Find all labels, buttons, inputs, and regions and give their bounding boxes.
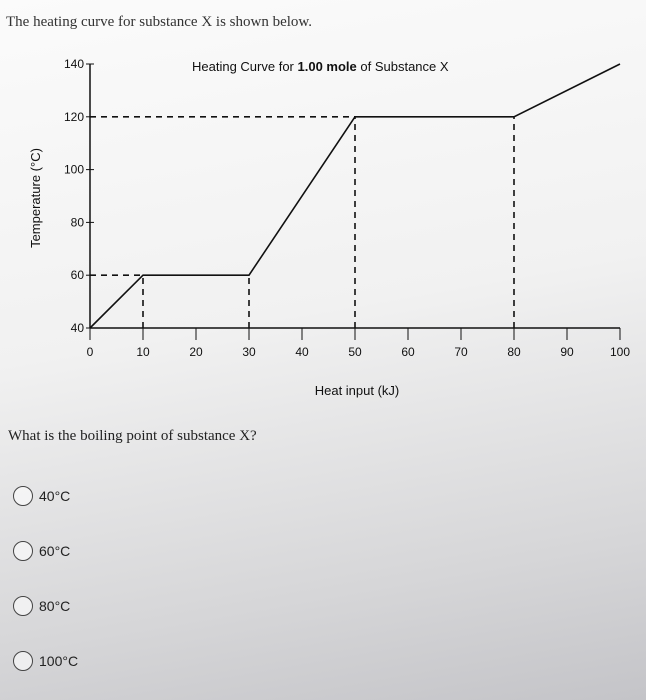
x-tick-label: 20	[189, 345, 203, 359]
radio-80c[interactable]	[13, 596, 33, 616]
y-tick-label: 140	[63, 57, 84, 71]
x-tick-label: 10	[136, 345, 150, 359]
y-tick-label: 80	[70, 215, 84, 230]
x-tick-label: 30	[242, 345, 256, 359]
question-text: What is the boiling point of substance X?	[8, 428, 257, 444]
x-tick-label: 70	[454, 345, 468, 359]
radio-40c[interactable]	[13, 486, 33, 506]
y-tick-label: 40	[70, 321, 84, 335]
y-tick-label: 120	[63, 109, 84, 124]
y-tick-label: 60	[70, 268, 84, 283]
option-60c-label: 60°C	[39, 543, 71, 559]
dashed-guides	[90, 117, 514, 328]
x-tick-label: 0	[86, 345, 94, 359]
x-tick-label: 40	[295, 345, 309, 359]
option-40c[interactable]	[13, 486, 70, 506]
chart-title-bold: 1.00 mole	[297, 59, 357, 74]
x-tick-label: 50	[348, 345, 362, 359]
option-80c[interactable]	[13, 596, 70, 616]
x-tick-label: 100	[609, 345, 631, 359]
x-axis-label: Heat input (kJ)	[314, 383, 400, 398]
y-tick-label: 100	[63, 162, 84, 177]
option-100c[interactable]	[13, 651, 78, 671]
radio-60c[interactable]	[13, 541, 33, 561]
x-tick-label: 90	[560, 345, 574, 359]
intro-text: The heating curve for substance X is shown below.	[6, 14, 313, 30]
option-40c-label: 40°C	[39, 488, 71, 504]
chart-title	[192, 59, 449, 74]
y-axis-label: Temperature (°C)	[28, 148, 43, 248]
chart-title-suffix: of Substance X	[356, 59, 449, 74]
option-60c[interactable]	[13, 541, 70, 561]
chart-title-prefix: Heating Curve for	[192, 59, 298, 74]
option-80c-label: 80°C	[39, 598, 71, 614]
radio-100c[interactable]	[13, 651, 33, 671]
x-tick-label: 80	[507, 345, 521, 359]
option-100c-label: 100°C	[39, 653, 79, 669]
x-tick-label: 60	[401, 345, 415, 359]
chart-axes	[64, 57, 630, 359]
